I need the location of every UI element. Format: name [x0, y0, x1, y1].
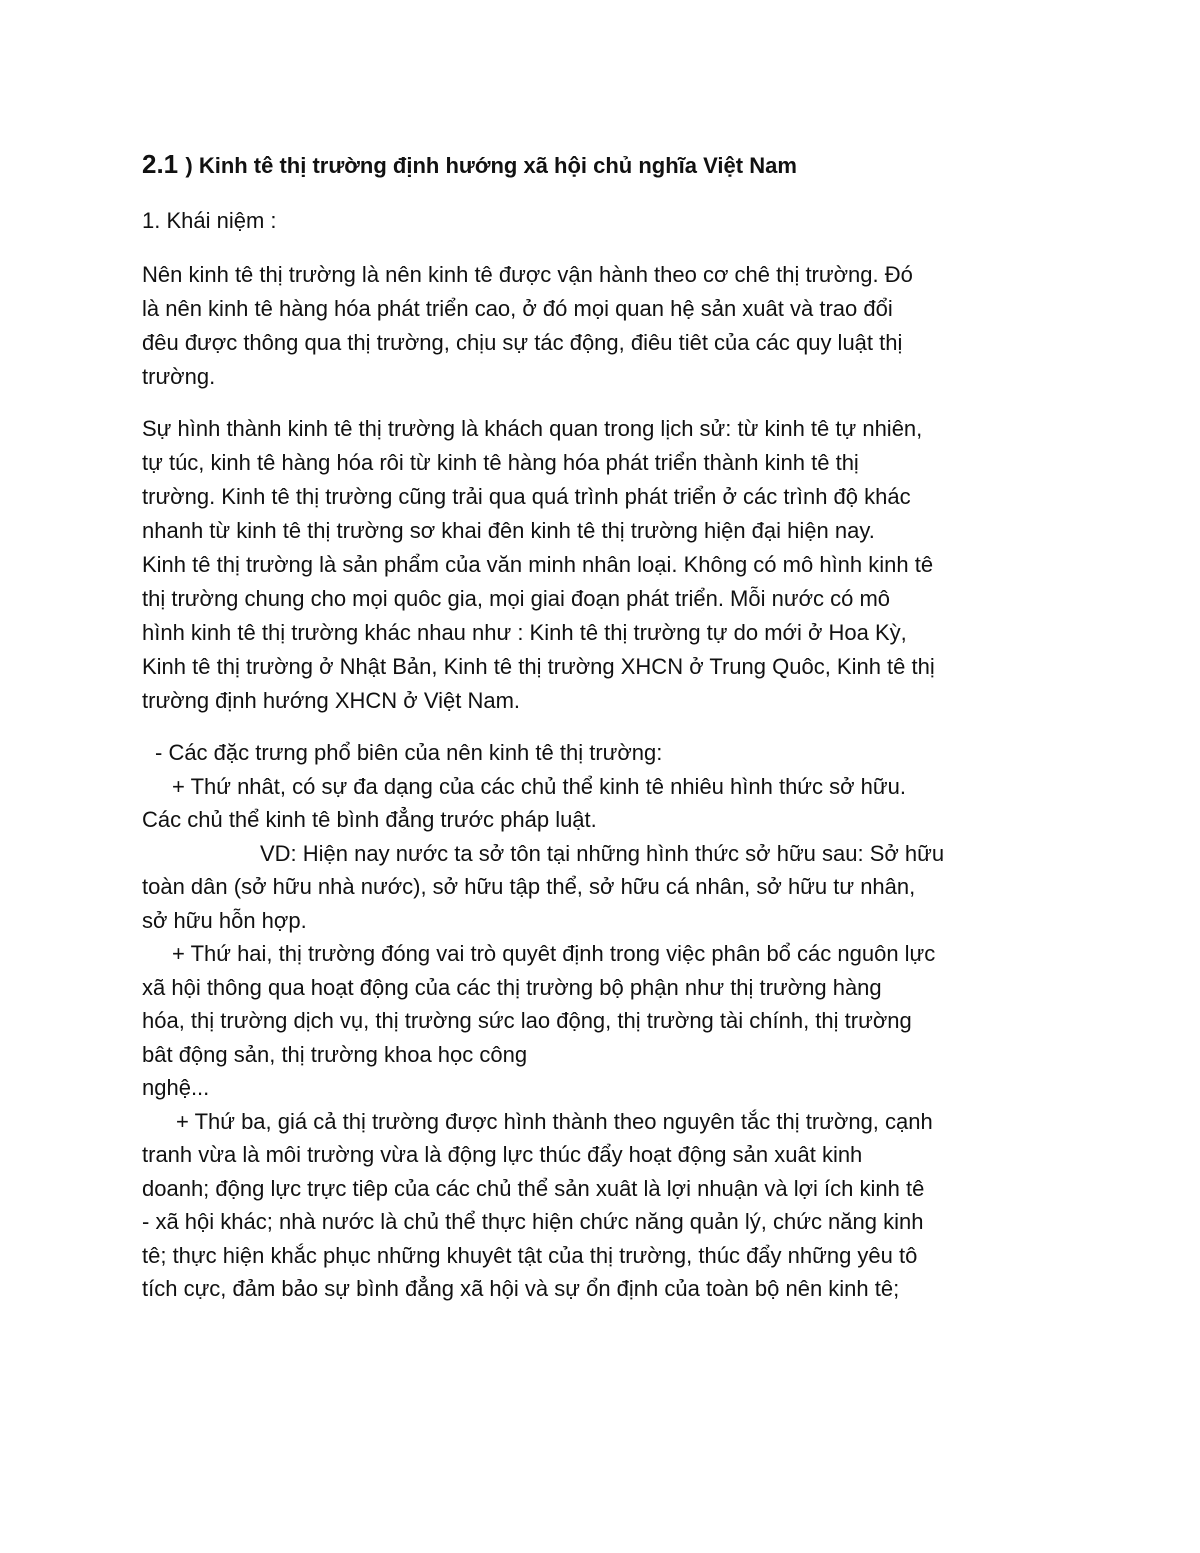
feature-third-line: - xã hội khác; nhà nước là chủ thể thực hiện chức năng quản lý, chức năng kinh	[142, 1209, 924, 1234]
feature-second-line: hóa, thị trường dịch vụ, thị trường sức lao động, thị trường tài chính, thị trường	[142, 1008, 912, 1033]
text-line: là nên kinh tê hàng hóa phát triển cao, ở đó mọi quan hệ sản xuât và trao đổi	[142, 296, 893, 321]
text-line: trường định hướng XHCN ở Việt Nam.	[142, 688, 521, 713]
section-heading	[142, 140, 1062, 190]
feature-first-line: Các chủ thể kinh tê bình đẳng trước pháp luật.	[142, 807, 597, 832]
text-line: nhanh từ kinh tê thị trường sơ khai đên kinh tê thị trường hiện đại hiện nay.	[142, 518, 875, 543]
paragraph-definition	[142, 258, 1062, 394]
paragraph-formation	[142, 412, 1062, 718]
feature-second-line: + Thứ hai, thị trường đóng vai trò quyêt định trong việc phân bổ các nguôn lực	[172, 941, 936, 966]
features-list	[142, 736, 1062, 1306]
feature-first-line: + Thứ nhât, có sự đa dạng của các chủ thể kinh tê nhiêu hình thức sở hữu.	[172, 773, 906, 799]
text-line: trường.	[142, 364, 216, 389]
document-body	[142, 140, 1062, 1306]
section-number: 2.1	[142, 149, 186, 179]
example-line: sở hữu hỗn hợp.	[142, 907, 307, 933]
feature-third-line: tê; thực hiện khắc phục những khuyêt tật của thị trường, thúc đẩy những yêu tô	[142, 1242, 918, 1268]
text-line: thị trường chung cho mọi quôc gia, mọi giai đoạn phát triển. Mỗi nước có mô	[142, 586, 891, 611]
example-line: toàn dân (sở hữu nhà nước), sở hữu tập thể, sở hữu cá nhân, sở hữu tư nhân,	[142, 874, 916, 899]
text-line: trường. Kinh tê thị trường cũng trải qua quá trình phát triển ở các trình độ khác	[142, 484, 911, 509]
section-title: ) Kinh tê thị trường định hướng xã hội chủ nghĩa Việt Nam	[185, 153, 797, 178]
text-line: đêu được thông qua thị trường, chịu sự tác động, điêu tiêt của các quy luật thị	[142, 330, 903, 355]
text-line: Kinh tê thị trường là sản phẩm của văn minh nhân loại. Không có mô hình kinh tê	[142, 552, 934, 577]
feature-third-line: + Thứ ba, giá cả thị trường được hình thành theo nguyên tắc thị trường, cạnh	[176, 1108, 933, 1134]
feature-second-line: xã hội thông qua hoạt động của các thị trường bộ phận như thị trường hàng	[142, 974, 882, 1000]
feature-third-line: doanh; động lực trực tiêp của các chủ thể sản xuât là lợi nhuận và lợi ích kinh tê	[142, 1175, 925, 1201]
text-line: hình kinh tê thị trường khác nhau như : Kinh tê thị trường tự do mới ở Hoa Kỳ,	[142, 620, 907, 645]
text-line: Sự hình thành kinh tê thị trường là khách quan trong lịch sử: từ kinh tê tự nhiên,	[142, 416, 923, 441]
feature-third-line: tích cực, đảm bảo sự bình đẳng xã hội và sự ổn định của toàn bộ nên kinh tê;	[142, 1276, 900, 1301]
features-intro: - Các đặc trưng phổ biên của nên kinh tê thị trường:	[155, 740, 663, 765]
feature-second-line: nghệ...	[142, 1075, 210, 1100]
text-line: tự túc, kinh tê hàng hóa rôi từ kinh tê hàng hóa phát triển thành kinh tê thị	[142, 450, 859, 475]
subsection-heading: 1. Khái niệm :	[142, 208, 277, 233]
text-line: Nên kinh tê thị trường là nên kinh tê được vận hành theo cơ chê thị trường. Đó	[142, 262, 913, 287]
example-line: VD: Hiện nay nước ta sở tôn tại những hình thức sở hữu sau: Sở hữu	[260, 840, 945, 866]
text-line: Kinh tê thị trường ở Nhật Bản, Kinh tê thị trường XHCN ở Trung Quôc, Kinh tê thị	[142, 654, 935, 679]
feature-second-line: bât động sản, thị trường khoa học công	[142, 1041, 528, 1067]
feature-third-line: tranh vừa là môi trường vừa là động lực thúc đẩy hoạt động sản xuât kinh	[142, 1142, 863, 1167]
